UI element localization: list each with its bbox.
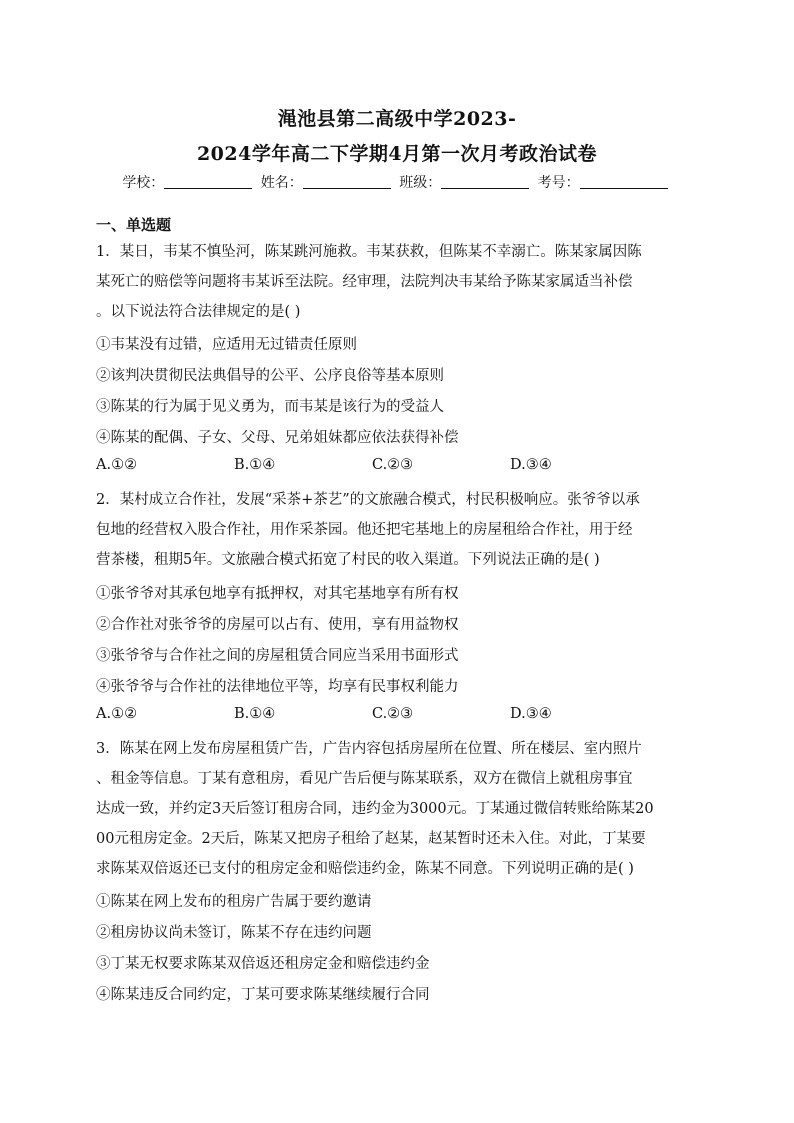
q3-stem-line: 3．陈某在网上发布房屋租赁广告，广告内容包括房屋所在位置、所在楼层、室内照片 [96, 741, 642, 757]
exam-title-line2: 2024学年高二下学期4月第一次月考政治试卷 [196, 143, 598, 165]
q3-stem-line: 、租金等信息。丁某有意租房，看见广告后便与陈某联系，双方在微信上就租房事宜 [96, 771, 633, 787]
number-label: 考号： [537, 175, 580, 191]
q2-option-b[interactable]: B.①④ [234, 706, 276, 722]
exam-title-line1: 渑池县第二高级中学2023- [277, 108, 517, 130]
q2-stem-line: 2．某村成立合作社，发展“采茶+茶艺”的文旅融合模式，村民积极响应。张爷爷以承 [96, 492, 640, 508]
school-label: 学校： [122, 175, 165, 191]
q2-option-d[interactable]: D.③④ [510, 706, 552, 722]
q2-stem-line: 包地的经营权入股合作社，用作采茶园。他还把宅基地上的房屋租给合作社，用于经 [96, 522, 633, 538]
number-blank[interactable] [580, 174, 668, 189]
q2-statement: ②合作社对张爷爷的房屋可以占有、使用，享有用益物权 [96, 617, 459, 633]
q1-statement: ③陈某的行为属于见义勇为，而韦某是该行为的受益人 [96, 399, 444, 415]
q1-option-c[interactable]: C.②③ [372, 457, 414, 473]
q3-statement: ②租房协议尚未签订，陈某不存在违约问题 [96, 925, 372, 941]
q1-option-a[interactable]: A.①② [96, 457, 138, 473]
q1-option-d[interactable]: D.③④ [510, 457, 552, 473]
q3-statement: ④陈某违反合同约定，丁某可要求陈某继续履行合同 [96, 987, 430, 1003]
q3-stem-line: 求陈某双倍返还已支付的租房定金和赔偿违约金，陈某不同意。下列说明正确的是( ) [96, 861, 634, 877]
q1-statement: ④陈某的配偶、子女、父母、兄弟姐妹都应依法获得补偿 [96, 430, 459, 446]
q3-statement: ③丁某无权要求陈某双倍返还租房定金和赔偿违约金 [96, 956, 430, 972]
q1-stem-line: 1．某日，韦某不慎坠河，陈某跳河施救。韦某获救，但陈某不幸溺亡。陈某家属因陈 [96, 244, 642, 260]
q1-stem-line: 某死亡的赔偿等问题将韦某诉至法院。经审理，法院判决韦某给予陈某家属适当补偿 [96, 274, 633, 290]
q2-statement: ①张爷爷对其承包地享有抵押权，对其宅基地享有所有权 [96, 586, 459, 602]
school-blank[interactable] [164, 174, 252, 189]
class-blank[interactable] [441, 174, 529, 189]
q2-stem-line: 营茶楼，租期5年。文旅融合模式拓宽了村民的收入渠道。下列说法正确的是( ) [96, 552, 600, 568]
class-label: 班级： [399, 175, 442, 191]
q3-stem-line: 达成一致，并约定3天后签订租房合同，违约金为3000元。丁某通过微信转账给陈某20 [96, 801, 654, 817]
q2-option-a[interactable]: A.①② [96, 706, 138, 722]
name-blank[interactable] [303, 174, 391, 189]
q2-option-c[interactable]: C.②③ [372, 706, 414, 722]
q1-option-b[interactable]: B.①④ [234, 457, 276, 473]
q1-statement: ②该判决贯彻民法典倡导的公平、公序良俗等基本原则 [96, 368, 444, 384]
name-label: 姓名： [260, 175, 303, 191]
q2-statement: ④张爷爷与合作社的法律地位平等，均享有民事权利能力 [96, 679, 459, 695]
q2-statement: ③张爷爷与合作社之间的房屋租赁合同应当采用书面形式 [96, 648, 459, 664]
q3-stem-line: 00元租房定金。2天后，陈某又把房子租给了赵某，赵某暂时还未入住。对此，丁某要 [96, 831, 646, 847]
section-title: 一、单选题 [96, 216, 172, 234]
student-info-row [0, 172, 794, 192]
q3-statement: ①陈某在网上发布的租房广告属于要约邀请 [96, 894, 372, 910]
q1-statement: ①韦某没有过错，应适用无过错责任原则 [96, 337, 357, 353]
q1-stem-line: 。以下说法符合法律规定的是( ) [96, 304, 301, 320]
